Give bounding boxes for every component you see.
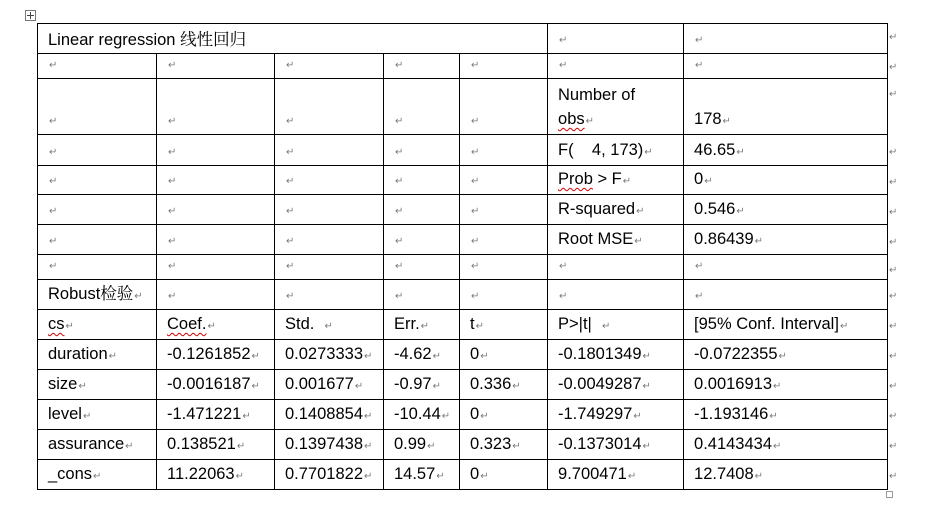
robust-label: Robust检验↵ [38, 280, 157, 310]
row-end-mark: ↵ [889, 237, 898, 248]
table-cell: ↵ [384, 135, 460, 166]
table-cell: ↵ [384, 79, 460, 135]
row-end-mark: ↵ [889, 207, 898, 218]
table-cell: -0.1261852↵ [157, 340, 275, 370]
table-cell: ↵ [384, 255, 460, 280]
column-header: cs↵ [38, 310, 157, 340]
table-cell: ↵ [157, 225, 275, 255]
table-cell: ↵ [684, 280, 888, 310]
row-end-mark: ↵ [889, 441, 898, 452]
table-title: Linear regression 线性回归 [38, 24, 548, 54]
table-move-handle[interactable] [25, 10, 36, 21]
table-cell: -0.1373014↵ [548, 430, 684, 460]
rmse-label: Root MSE↵ [548, 225, 684, 255]
table-cell: 0.1408854↵ [275, 400, 384, 430]
table-cell: -4.62↵ [384, 340, 460, 370]
table-cell: ↵ [38, 79, 157, 135]
column-header: Err.↵ [384, 310, 460, 340]
table-cell: 0.1397438↵ [275, 430, 384, 460]
table-cell: 0.4143434↵ [684, 430, 888, 460]
f-label: F( 4, 173)↵ [548, 135, 684, 166]
table-row [38, 54, 888, 79]
table-row [38, 280, 888, 310]
column-header: t↵ [460, 310, 548, 340]
row-end-mark: ↵ [889, 321, 898, 332]
table-row [38, 400, 888, 430]
table-cell: -0.97↵ [384, 370, 460, 400]
table-cell: ↵ [548, 24, 684, 54]
table-cell: ↵ [384, 225, 460, 255]
table-cell: 0.138521↵ [157, 430, 275, 460]
row-end-mark: ↵ [889, 147, 898, 158]
r2-value: 0.546↵ [684, 195, 888, 225]
table-cell: ↵ [38, 135, 157, 166]
table-cell: _cons↵ [38, 460, 157, 490]
table-cell: 0↵ [460, 400, 548, 430]
row-end-mark: ↵ [889, 411, 898, 422]
table-cell: 0.336↵ [460, 370, 548, 400]
table-cell: 14.57↵ [384, 460, 460, 490]
table-cell: 0.001677↵ [275, 370, 384, 400]
table-cell: duration↵ [38, 340, 157, 370]
row-end-mark: ↵ [889, 62, 898, 73]
table-cell: ↵ [157, 79, 275, 135]
table-row [38, 24, 888, 54]
table-cell: 0↵ [460, 460, 548, 490]
table-cell: ↵ [548, 280, 684, 310]
table-row [38, 79, 888, 135]
table-cell: -0.1801349↵ [548, 340, 684, 370]
table-row [38, 135, 888, 166]
table-cell: ↵ [157, 54, 275, 79]
table-cell: ↵ [384, 280, 460, 310]
f-value: 46.65↵ [684, 135, 888, 166]
row-end-mark: ↵ [889, 471, 898, 482]
column-header: P>|t| ↵ [548, 310, 684, 340]
table-cell: 0.0273333↵ [275, 340, 384, 370]
row-end-mark: ↵ [889, 381, 898, 392]
row-end-mark: ↵ [889, 177, 898, 188]
table-cell: 12.7408↵ [684, 460, 888, 490]
table-cell: ↵ [38, 54, 157, 79]
table-cell: ↵ [275, 195, 384, 225]
table-cell: 0↵ [460, 340, 548, 370]
table-cell: assurance↵ [38, 430, 157, 460]
table-cell: ↵ [384, 166, 460, 195]
table-row [38, 370, 888, 400]
table-cell: -0.0722355↵ [684, 340, 888, 370]
row-end-mark: ↵ [889, 291, 898, 302]
table-cell: -0.0016187↵ [157, 370, 275, 400]
table-cell: 0.7701822↵ [275, 460, 384, 490]
table-cell: ↵ [684, 54, 888, 79]
row-end-mark: ↵ [889, 32, 898, 43]
prob-label: Prob > F↵ [548, 166, 684, 195]
table-cell: ↵ [548, 54, 684, 79]
table-cell: ↵ [460, 54, 548, 79]
table-cell: ↵ [275, 54, 384, 79]
table-cell: ↵ [460, 135, 548, 166]
table-cell: -10.44↵ [384, 400, 460, 430]
row-end-mark: ↵ [889, 351, 898, 362]
table-cell: ↵ [38, 225, 157, 255]
table-row [38, 225, 888, 255]
table-cell: ↵ [157, 255, 275, 280]
table-cell: ↵ [157, 166, 275, 195]
table-cell: ↵ [548, 255, 684, 280]
table-cell: -1.749297↵ [548, 400, 684, 430]
table-row [38, 166, 888, 195]
table-cell: -0.0049287↵ [548, 370, 684, 400]
regression-table [37, 23, 888, 490]
table-resize-handle[interactable] [886, 491, 893, 498]
table-cell: ↵ [157, 195, 275, 225]
prob-value: 0↵ [684, 166, 888, 195]
obs-value: 178↵ [684, 79, 888, 135]
table-cell: level↵ [38, 400, 157, 430]
table-cell: ↵ [684, 255, 888, 280]
table-cell: ↵ [38, 255, 157, 280]
table-cell: 11.22063↵ [157, 460, 275, 490]
table-cell: -1.193146↵ [684, 400, 888, 430]
header-row [38, 310, 888, 340]
table-row [38, 430, 888, 460]
rmse-value: 0.86439↵ [684, 225, 888, 255]
table-row [38, 460, 888, 490]
table-cell: -1.471221↵ [157, 400, 275, 430]
r2-label: R-squared↵ [548, 195, 684, 225]
row-end-mark: ↵ [889, 89, 898, 100]
table-cell: ↵ [460, 195, 548, 225]
table-cell: 0.0016913↵ [684, 370, 888, 400]
table-cell: ↵ [157, 135, 275, 166]
table-row [38, 255, 888, 280]
column-header: Coef.↵ [157, 310, 275, 340]
table-cell: ↵ [384, 54, 460, 79]
table-cell: 0.99↵ [384, 430, 460, 460]
table-cell: ↵ [38, 166, 157, 195]
table-row [38, 195, 888, 225]
row-end-mark: ↵ [889, 265, 898, 276]
table-cell: ↵ [275, 79, 384, 135]
table-cell: ↵ [275, 166, 384, 195]
table-cell: ↵ [275, 255, 384, 280]
table-cell: ↵ [384, 195, 460, 225]
table-cell: 9.700471↵ [548, 460, 684, 490]
table-row [38, 340, 888, 370]
table-cell: ↵ [460, 255, 548, 280]
table-cell: ↵ [684, 24, 888, 54]
table-cell: 0.323↵ [460, 430, 548, 460]
table-cell: ↵ [275, 280, 384, 310]
table-cell: ↵ [460, 225, 548, 255]
table-cell: ↵ [460, 280, 548, 310]
obs-label: Number of obs↵ [548, 79, 684, 135]
table-cell: size↵ [38, 370, 157, 400]
table-cell: ↵ [38, 195, 157, 225]
table-cell: ↵ [460, 166, 548, 195]
column-header: Std. ↵ [275, 310, 384, 340]
table-cell: ↵ [275, 225, 384, 255]
table-cell: ↵ [275, 135, 384, 166]
table-cell: ↵ [157, 280, 275, 310]
table-cell: ↵ [460, 79, 548, 135]
column-header: [95% Conf. Interval]↵ [684, 310, 888, 340]
